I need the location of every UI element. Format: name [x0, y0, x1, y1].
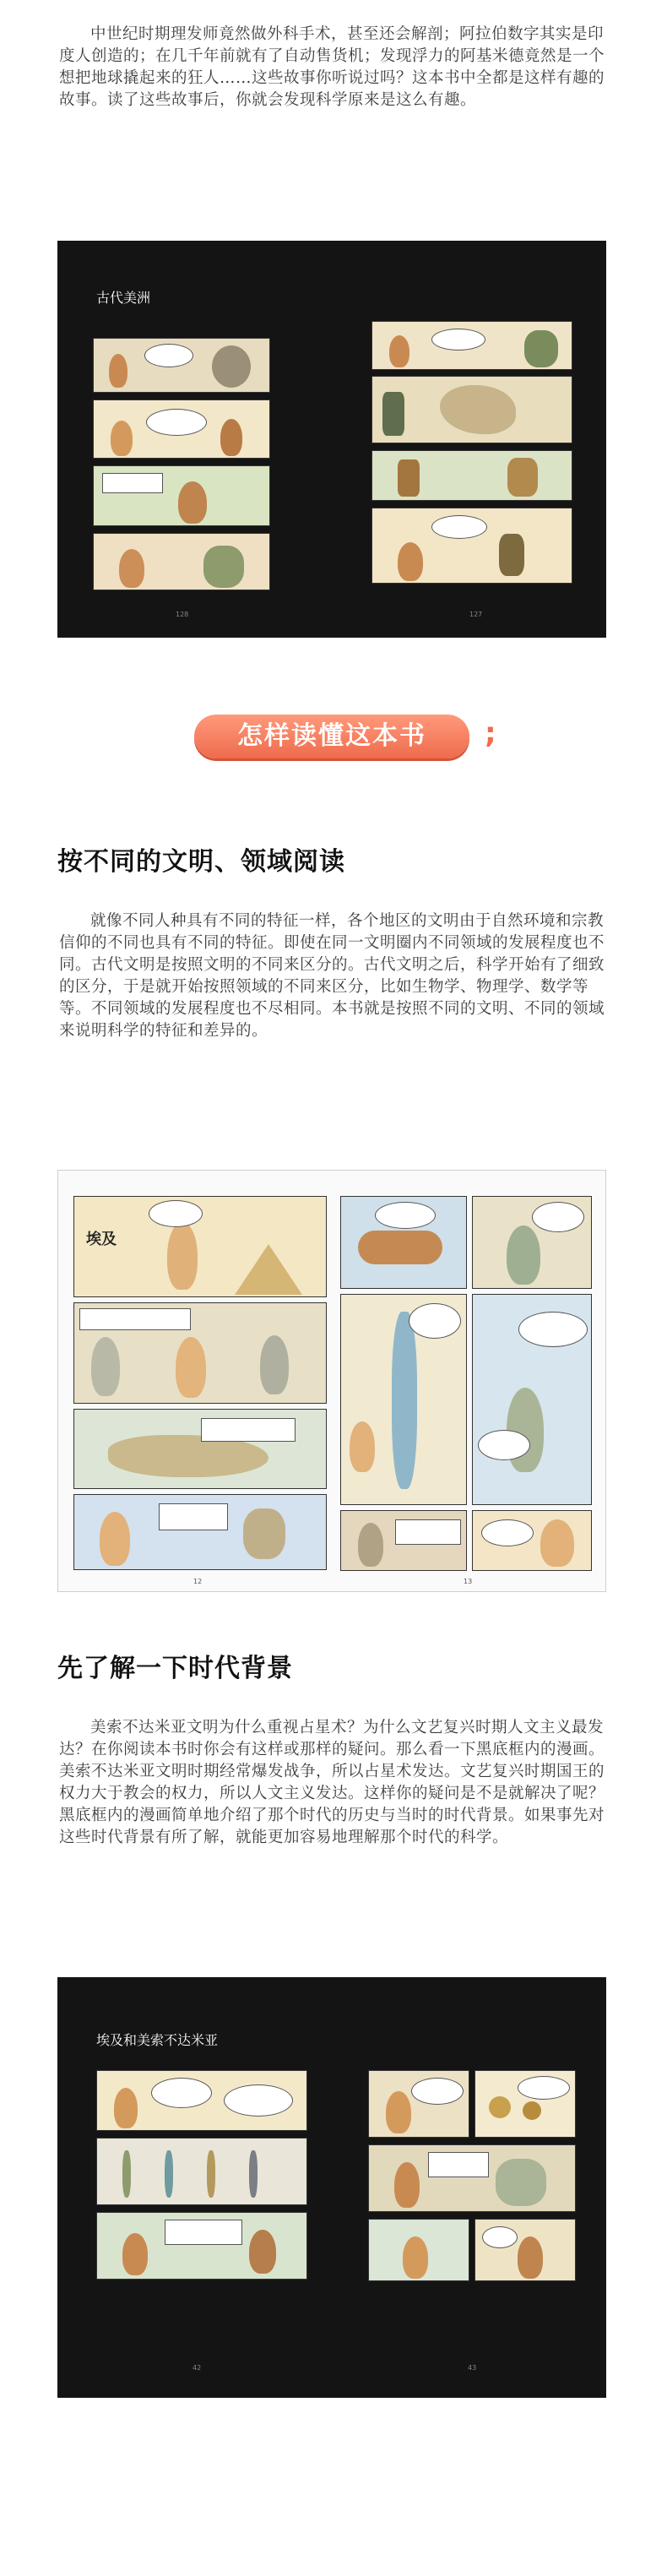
comic-panel-map [371, 376, 572, 443]
comic-panel [340, 1196, 467, 1289]
comic-panel-map [73, 1409, 327, 1489]
page-number: 128 [176, 611, 189, 618]
comic-panel [93, 399, 270, 459]
comic-panel [368, 2144, 576, 2212]
page-number: 43 [468, 2364, 477, 2372]
spread-title: 埃及和美索不达米亚 [96, 2032, 219, 2048]
comic-panel [340, 1510, 467, 1571]
comic-panel [93, 465, 270, 526]
comic-panel-weapons [96, 2138, 307, 2205]
comic-panel [472, 1294, 592, 1505]
page-number: 13 [464, 1578, 473, 1585]
comic-panel [93, 533, 270, 590]
book-spread-egypt [57, 1170, 606, 1592]
spread-title: 古代美洲 [96, 290, 151, 306]
book-spread-egypt-mesopotamia [57, 1977, 606, 2398]
banner-title: 怎样读懂这本书 [237, 721, 426, 751]
comic-panel [371, 508, 572, 584]
banner-pill [194, 715, 469, 758]
comic-panel [371, 450, 572, 501]
section-heading: 先了解一下时代背景 [57, 1654, 293, 1683]
comic-panel-nile-map [340, 1294, 467, 1505]
comic-panel [474, 2070, 576, 2138]
page-number: 12 [193, 1578, 203, 1585]
comic-panel [93, 338, 270, 393]
section-paragraph: 美索不达米亚文明为什么重视占星术？为什么文艺复兴时期人文主义最发达？在你阅读本书时你会有这样或那样的疑问。那么看一下黑底框内的漫画。美索不达米亚文明时期经常爆发战争，所以占星术发达。文艺复兴时期国王的权力大于教会的权力，所以人文主义发达。这样你的疑问是不是就解决了呢？黑底框内的漫画简单地介绍了那个时代的历史与当时的时代背景。如果事先对这些时代背景有所了解，就能更加容易地理解那个时代的科学。 [59, 1719, 605, 1846]
section-heading: 按不同的文明、领域阅读 [57, 847, 345, 877]
banner-mark: ; [485, 716, 496, 750]
comic-panel [472, 1510, 592, 1571]
comic-panel-title [73, 1196, 327, 1297]
comic-panel [368, 2070, 469, 2138]
comic-panel [472, 1196, 592, 1289]
page-number: 127 [469, 611, 483, 618]
comic-panel [73, 1302, 327, 1404]
comic-panel [368, 2219, 469, 2281]
book-spread-ancient-america [57, 241, 606, 638]
comic-panel [96, 2212, 307, 2280]
section-paragraph: 就像不同人种具有不同的特征一样，各个地区的文明由于自然环境和宗教信仰的不同也具有不同的特征。即使在同一文明圈内不同领域的发展程度也不同。古代文明是按照文明的不同来区分的。古代文明之后，科学开始有了细致的区分，于是就开始按照领域的不同来区分，比如生物学、物理学、数学等等。不同领域的发展程度也不尽相同。本书就是按照不同的文明、不同的领域来说明科学的特征和差异的。 [59, 912, 605, 1040]
how-to-read-banner [176, 709, 496, 760]
page-number: 42 [193, 2364, 202, 2372]
comic-panel [73, 1494, 327, 1570]
comic-panel [474, 2219, 576, 2281]
spread-title: 埃及 [86, 1231, 117, 1248]
comic-panel [96, 2070, 307, 2131]
intro-paragraph: 中世纪时期理发师竟然做外科手术，甚至还会解剖；阿拉伯数字其实是印度人创造的；在几千年前就有了自动售货机；发现浮力的阿基米德竟然是一个想把地球撬起来的狂人……这些故事你听说过吗？这本书中全都是这样有趣的故事。读了这些故事后，你就会发现科学原来是这么有趣。 [59, 25, 605, 109]
comic-panel [371, 321, 572, 370]
